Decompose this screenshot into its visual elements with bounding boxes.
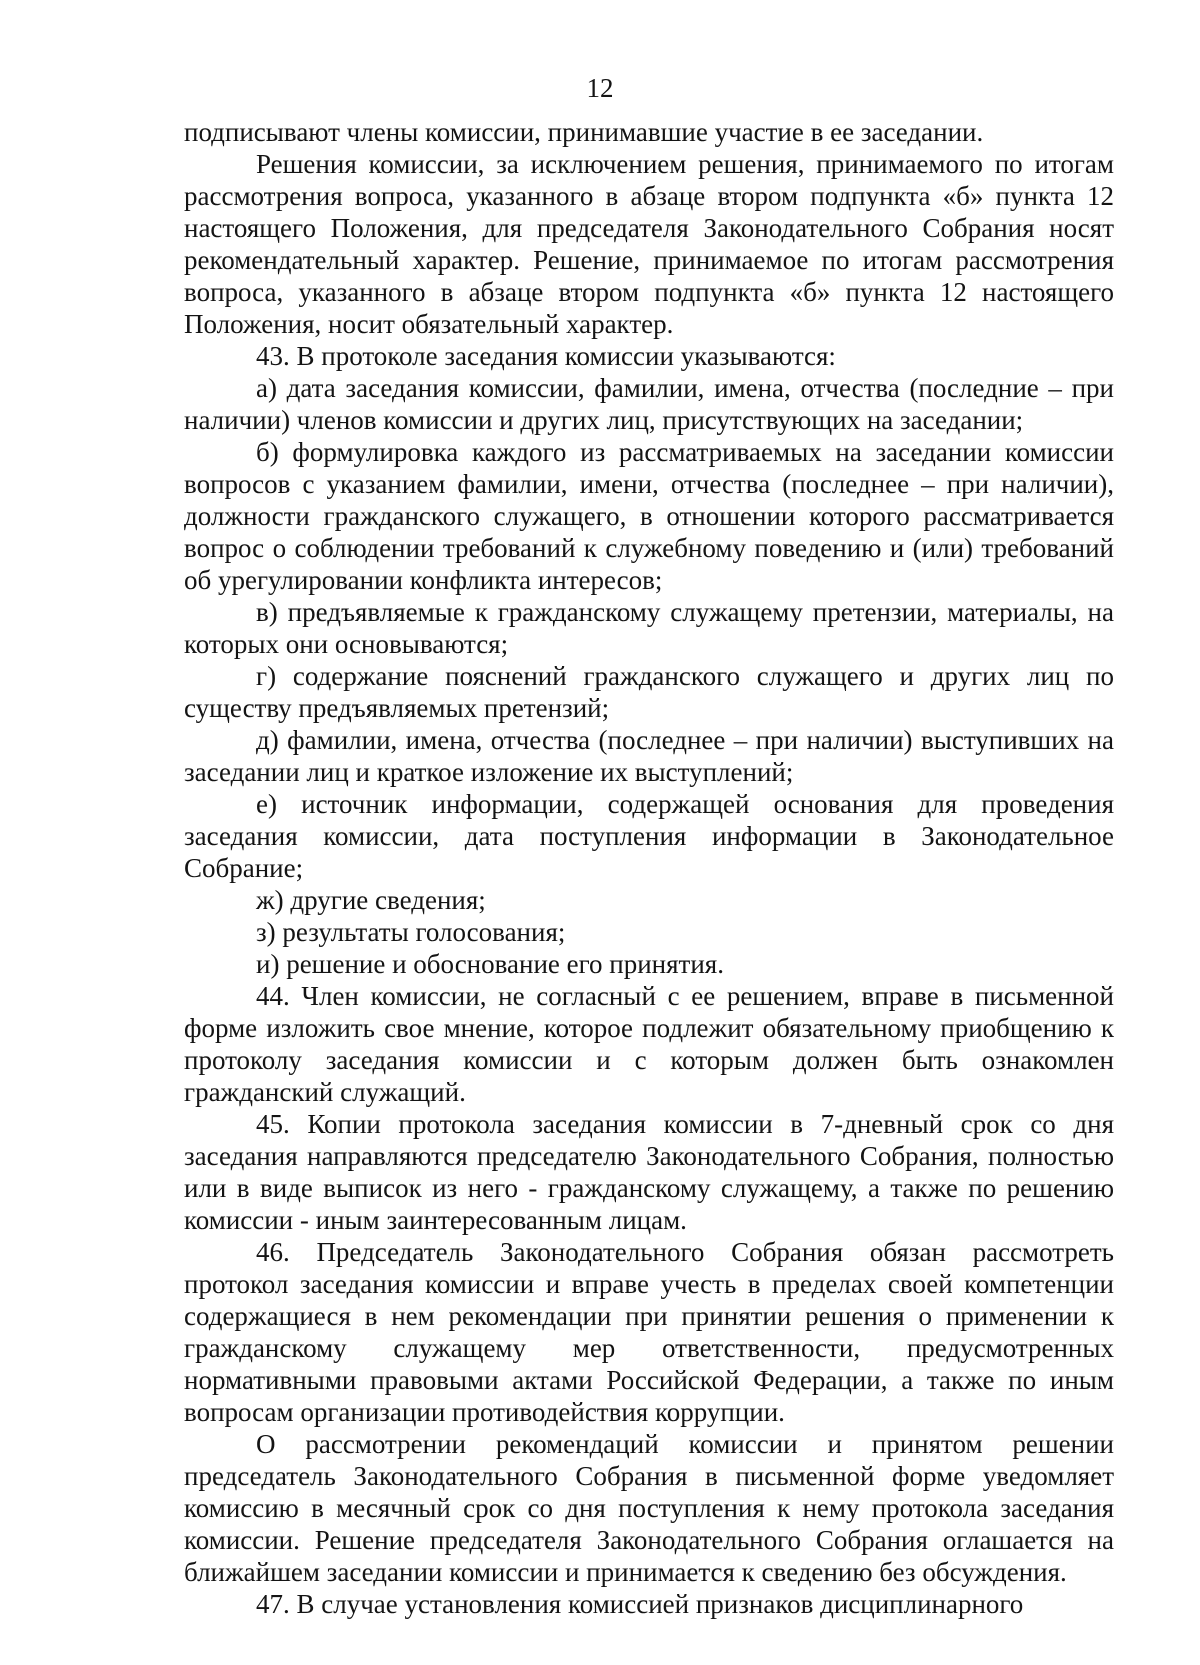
subitem-z: з) результаты голосования; <box>256 917 566 947</box>
paragraph-decisions: Решения комиссии, за исключением решения, принимаемого по итогам рассмотрения вопроса, указанного в абзаце втором подпункта «б» пункта 12 настоящего Положения, для председателя Законодательного Собрания носят рекомендательный характер. Решение, принимаемое по итогам рассмотрения вопроса, указанного в абзаце втором подпункта «б» пункта 12 настоящего Положения, носит обязательный характер. <box>184 149 1114 339</box>
subitem-v: в) предъявляемые к гражданскому служащему претензии, материалы, на которых они основываются; <box>184 597 1114 659</box>
document-body <box>184 116 1114 1620</box>
paragraph-continuation: подписывают члены комиссии, принимавшие участие в ее заседании. <box>184 117 984 147</box>
paragraph-item-47: 47. В случае установления комиссией признаков дисциплинарного <box>256 1589 1024 1619</box>
paragraph-recommendations: О рассмотрении рекомендаций комиссии и принятом решении председатель Законодательного Собрания в письменной форме уведомляет комиссию в месячный срок со дня поступления к нему протокола заседания комиссии. Решение председателя Законодательного Собрания оглашается на ближайшем заседании комиссии и принимается к сведению без обсуждения. <box>184 1429 1114 1587</box>
subitem-b: б) формулировка каждого из рассматриваемых на заседании комиссии вопросов с указанием фамилии, имени, отчества (последнее – при наличии), должности гражданского служащего, в отношении которого рассматривается вопрос о соблюдении требований к служебному поведению и (или) требований об урегулировании конфликта интересов; <box>184 437 1114 595</box>
subitem-i: и) решение и обоснование его принятия. <box>256 949 724 979</box>
paragraph-item-45: 45. Копии протокола заседания комиссии в 7-дневный срок со дня заседания направляются председателю Законодательного Собрания, полностью или в виде выписок из него - гражданскому служащему, а также по решению комиссии - иным заинтересованным лицам. <box>184 1109 1114 1235</box>
paragraph-item-44: 44. Член комиссии, не согласный с ее решением, вправе в письменной форме изложить свое мнение, которое подлежит обязательному приобщению к протоколу заседания комиссии и с которым должен быть ознакомлен гражданский служащий. <box>184 981 1114 1107</box>
paragraph-item-43: 43. В протоколе заседания комиссии указываются: <box>256 341 836 371</box>
paragraph-item-46: 46. Председатель Законодательного Собрания обязан рассмотреть протокол заседания комиссии и вправе учесть в пределах своей компетенции содержащиеся в нем рекомендации при принятии решения о применении к гражданскому служащему мер ответственности, предусмотренных нормативными правовыми актами Российской Федерации, а также по иным вопросам организации противодействия коррупции. <box>184 1237 1114 1427</box>
subitem-d: д) фамилии, имена, отчества (последнее – при наличии) выступивших на заседании лиц и краткое изложение их выступлений; <box>184 725 1114 787</box>
subitem-e: е) источник информации, содержащей основания для проведения заседания комиссии, дата поступления информации в Законодательное Собрание; <box>184 789 1114 883</box>
subitem-g: г) содержание пояснений гражданского служащего и других лиц по существу предъявляемых претензий; <box>184 661 1114 723</box>
page-number: 12 <box>586 73 614 103</box>
subitem-zh: ж) другие сведения; <box>256 885 486 915</box>
subitem-a: а) дата заседания комиссии, фамилии, имена, отчества (последние – при наличии) членов комиссии и других лиц, присутствующих на заседании; <box>184 373 1114 435</box>
